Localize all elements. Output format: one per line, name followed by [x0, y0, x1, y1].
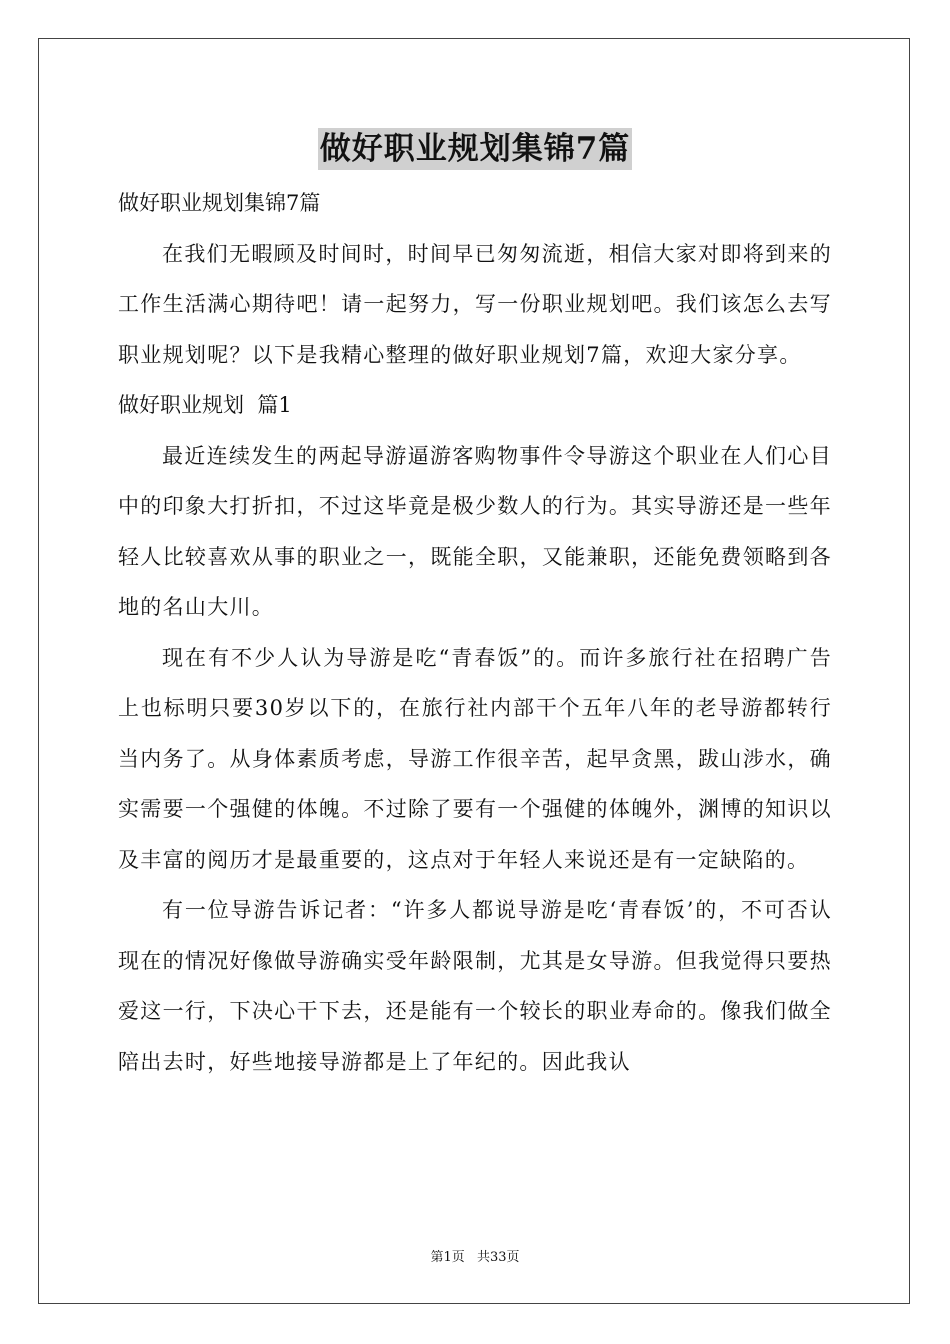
document-subtitle: 做好职业规划集锦7篇 — [118, 191, 321, 215]
document-title: 做好职业规划集锦7篇 — [318, 128, 633, 170]
document-body — [118, 178, 832, 1087]
body-paragraph-3: 有一位导游告诉记者：“许多人都说导游是吃‘青春饭’的，不可否认现在的情况好像做导游确实受年龄限制，尤其是女导游。但我觉得只要热爱这一行，下决心干下去，还是能有一个较长的职业寿命的。像我们做全陪出去时，好些地接导游都是上了年纪的。因此我认 — [118, 898, 832, 1074]
page-number: 第1页 — [430, 1250, 465, 1265]
page-total: 共33页 — [476, 1250, 520, 1265]
section-heading: 做好职业规划 篇1 — [118, 393, 292, 417]
intro-paragraph: 在我们无暇顾及时间时，时间早已匆匆流逝，相信大家对即将到来的工作生活满心期待吧！请一起努力，写一份职业规划吧。我们该怎么去写职业规划呢？以下是我精心整理的做好职业规划7篇，欢迎大家分享。 — [118, 241, 832, 367]
body-paragraph-2: 现在有不少人认为导游是吃“青春饭”的。而许多旅行社在招聘广告上也标明只要30岁以下的，在旅行社内部干个五年八年的老导游都转行当内务了。从身体素质考虑，导游工作很辛苦，起早贪黑，跋山涉水，确实需要一个强健的体魄。不过除了要有一个强健的体魄外，渊博的知识以及丰富的阅历才是最重要的，这点对于年轻人来说还是有一定缺陷的。 — [118, 645, 832, 872]
title-container — [0, 128, 950, 170]
page-footer — [0, 1246, 950, 1265]
body-paragraph-1: 最近连续发生的两起导游逼游客购物事件令导游这个职业在人们心目中的印象大打折扣，不过这毕竟是极少数人的行为。其实导游还是一些年轻人比较喜欢从事的职业之一，既能全职，又能兼职，还能免费领略到各地的名山大川。 — [118, 443, 832, 619]
